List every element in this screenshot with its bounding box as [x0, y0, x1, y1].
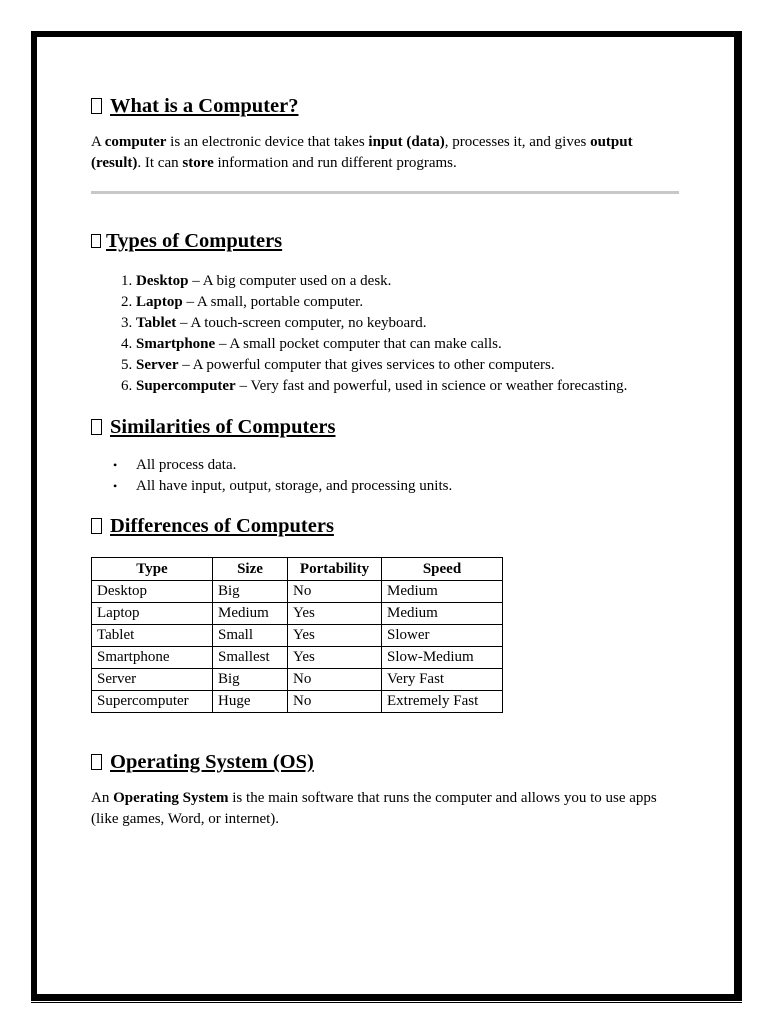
missing-emoji-icon	[91, 234, 101, 248]
text-run: is an electronic device that takes	[166, 134, 369, 150]
list-item-term: Desktop	[136, 273, 189, 289]
list-item-desc: – A touch-screen computer, no keyboard.	[176, 315, 427, 331]
list-item: • All process data.	[136, 455, 681, 476]
list-item	[136, 313, 681, 334]
table-cell: No	[288, 691, 382, 713]
list-item-term: Tablet	[136, 315, 177, 331]
table-cell: Yes	[288, 647, 382, 669]
list-item-desc: – A small, portable computer.	[182, 294, 364, 310]
horizontal-rule	[91, 191, 679, 194]
document-body	[91, 92, 681, 830]
table-cell: Big	[213, 669, 288, 691]
section-differences	[91, 512, 681, 713]
missing-emoji-icon	[91, 518, 102, 534]
list-item-term: Laptop	[136, 294, 183, 310]
list-item-term: Smartphone	[136, 336, 216, 352]
list-item	[136, 376, 681, 397]
table-cell: Big	[213, 581, 288, 603]
list-item-term: Server	[136, 357, 179, 373]
heading-text: What is a Computer?	[110, 95, 299, 117]
heading-similarities	[91, 413, 681, 441]
intro-paragraph	[91, 132, 681, 174]
list-item: • All have input, output, storage, and processing units.	[136, 476, 681, 497]
column-header-size: Size	[213, 558, 288, 581]
table-cell: Desktop	[92, 581, 213, 603]
text-run: A	[91, 134, 105, 150]
column-header-speed: Speed	[382, 558, 503, 581]
table-cell: Huge	[213, 691, 288, 713]
list-item-desc: – A powerful computer that gives services to other computers.	[178, 357, 555, 373]
table-cell: Tablet	[92, 625, 213, 647]
heading-what-is-computer	[91, 92, 681, 120]
bold-text: store	[182, 155, 214, 171]
heading-text: Similarities of Computers	[110, 416, 336, 438]
table-cell: Small	[213, 625, 288, 647]
table-cell: Server	[92, 669, 213, 691]
list-item	[136, 292, 681, 313]
list-item	[136, 355, 681, 376]
bold-text: input (data)	[368, 134, 445, 150]
section-operating-system	[91, 748, 681, 830]
text-run: , processes it, and gives	[444, 134, 591, 150]
list-item	[136, 334, 681, 355]
table-row	[92, 691, 503, 713]
table-row	[92, 669, 503, 691]
column-header-type: Type	[92, 558, 213, 581]
heading-operating-system	[91, 748, 681, 776]
table-row	[92, 603, 503, 625]
list-item-desc: – Very fast and powerful, used in science or weather forecasting.	[235, 378, 628, 394]
missing-emoji-icon	[91, 419, 102, 435]
list-item	[136, 271, 681, 292]
table-cell: Extremely Fast	[382, 691, 503, 713]
list-item-term: Supercomputer	[136, 378, 236, 394]
table-cell: Smallest	[213, 647, 288, 669]
bold-text: computer	[104, 134, 167, 150]
table-cell: No	[288, 669, 382, 691]
text-run: is the main software that runs the computer and allows you to use apps (like games, Word, or internet).	[91, 790, 657, 827]
list-item-desc: – A big computer used on a desk.	[188, 273, 392, 289]
text-run: . It can	[137, 155, 183, 171]
table-cell: Slow-Medium	[382, 647, 503, 669]
table-row	[92, 581, 503, 603]
bold-text: output (result)	[91, 134, 633, 171]
heading-text: Operating System (OS)	[110, 751, 314, 773]
table-cell: Medium	[382, 581, 503, 603]
table-cell: Smartphone	[92, 647, 213, 669]
types-list	[91, 271, 681, 397]
os-paragraph	[91, 788, 681, 830]
bold-text: Operating System	[113, 790, 229, 806]
table-row	[92, 625, 503, 647]
section-what-is-computer	[91, 92, 681, 174]
list-item-desc: – A small pocket computer that can make calls.	[215, 336, 502, 352]
text-run: information and run different programs.	[213, 155, 457, 171]
table-cell: Medium	[382, 603, 503, 625]
table-row	[92, 647, 503, 669]
table-cell: Yes	[288, 625, 382, 647]
section-similarities	[91, 413, 681, 497]
similarities-list	[91, 455, 681, 497]
table-header-row	[92, 558, 503, 581]
column-header-portability: Portability	[288, 558, 382, 581]
differences-table	[91, 557, 503, 713]
text-run: An	[91, 790, 114, 806]
missing-emoji-icon	[91, 98, 102, 114]
section-types	[91, 227, 681, 397]
table-cell: No	[288, 581, 382, 603]
heading-differences	[91, 512, 681, 540]
table-cell: Slower	[382, 625, 503, 647]
heading-text: Types of Computers	[106, 230, 283, 252]
heading-types	[91, 227, 681, 255]
table-cell: Yes	[288, 603, 382, 625]
table-cell: Medium	[213, 603, 288, 625]
table-cell: Laptop	[92, 603, 213, 625]
table-cell: Supercomputer	[92, 691, 213, 713]
heading-text: Differences of Computers	[110, 515, 334, 537]
table-cell: Very Fast	[382, 669, 503, 691]
missing-emoji-icon	[91, 754, 102, 770]
